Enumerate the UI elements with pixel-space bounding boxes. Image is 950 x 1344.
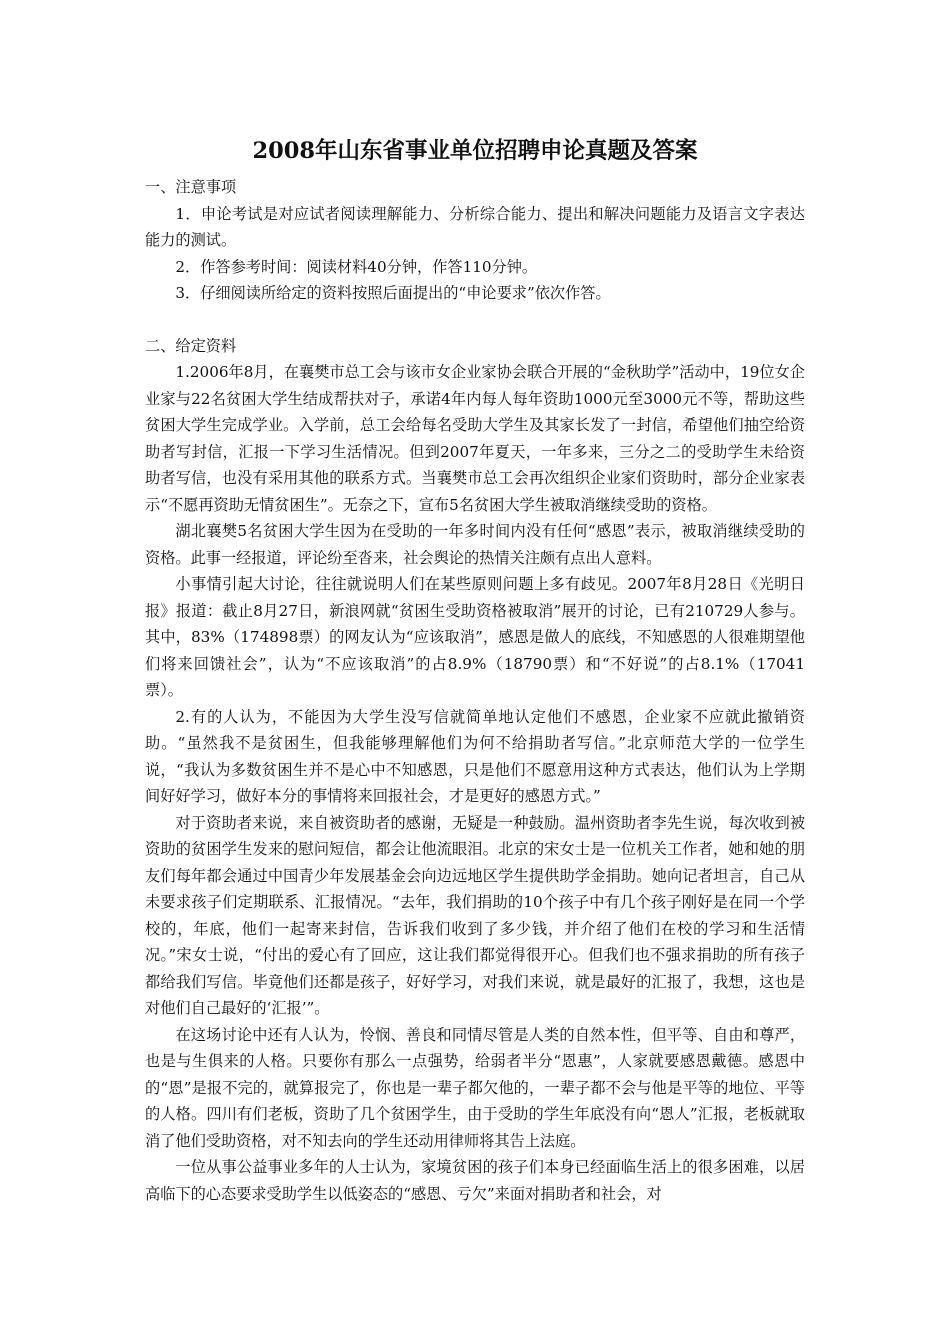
document-title: 2008年山东省事业单位招聘申论真题及答案 <box>252 138 698 164</box>
material-paragraph: 1.2006年8月，在襄樊市总工会与该市女企业家协会联合开展的“金秋助学”活动中，19位女企业家与22名贫困大学生结成帮扶对子，承诺4年内每人每年资助1000元至3000元不等，帮助这些贫困大学生完成学业。入学前，总工会给每名受助大学生及其家长发了一封信，希望他们抽空给资助者写封信，汇报一下学习生活情况。但到2007年夏天，一年多来，三分之二的受助学生未给资助者写信，也没有采用其他的联系方式。当襄樊市总工会再次组织企业家们资助时，部分企业家表示“不愿再资助无情贫困生”。无奈之下，宣布5名贫困大学生被取消继续受助的资格。 <box>145 363 805 514</box>
material-paragraph: 小事情引起大讨论，往往就说明人们在某些原则问题上多有歧见。2007年8月28日《光明日报》报道：截止8月27日，新浪网就“贫困生受助资格被取消”展开的讨论，已有210729人参与。其中，83%（174898票）的网友认为“应该取消”，感恩是做人的底线，不知感恩的人很难期望他们将来回馈社会”，认为“不应该取消”的占8.9%（18790票）和“不好说”的占8.1%（17041票）。 <box>145 575 805 699</box>
material-paragraph: 对于资助者来说，来自被资助者的感谢，无疑是一种鼓励。温州资助者李先生说，每次收到被资助的贫困学生发来的慰问短信，都会让他流眼泪。北京的宋女士是一位机关工作者，她和她的朋友们每年都会通过中国青少年发展基金会向边远地区学生提供助学金捐助。她向记者坦言，自己从未要求孩子们定期联系、汇报情况。“去年，我们捐助的10个孩子中有几个孩子刚好是在同一个学校的，年底，他们一起寄来封信，告诉我们收到了多少钱，并介绍了他们在校的学习和生活情况。”宋女士说，“付出的爱心有了回应，这让我们都觉得很开心。但我们也不强求捐助的所有孩子都给我们写信。毕竟他们还都是孩子，好好学习，对我们来说，就是最好的汇报了，我想，这也是对他们自己最好的‘汇报’”。 <box>145 813 805 1017</box>
material-paragraph: 湖北襄樊5名贫困大学生因为在受助的一年多时间内没有任何“感恩”表示，被取消继续受助的资格。此事一经报道，评论纷至沓来，社会舆论的热情关注颇有点出人意料。 <box>145 522 805 567</box>
section-heading: 一、注意事项 <box>145 178 237 196</box>
notice-item: 1．申论考试是对应试者阅读理解能力、分析综合能力、提出和解决问题能力及语言文字表达能力的测试。 <box>145 204 805 249</box>
section-heading: 二、给定资料 <box>145 336 237 355</box>
notice-item: 3．仔细阅读所给定的资料按照后面提出的“申论要求”依次作答。 <box>175 284 611 302</box>
material-paragraph: 一位从事公益事业多年的人士认为，家境贫困的孩子们本身已经面临生活上的很多困难，以居高临下的心态要求受助学生以低姿态的“感恩、亏欠”来面对捐助者和社会，对 <box>145 1158 805 1203</box>
notice-item: 2．作答参考时间：阅读材料40分钟，作答110分钟。 <box>175 257 538 276</box>
material-paragraph: 2.有的人认为，不能因为大学生没写信就简单地认定他们不感恩，企业家不应就此撤销资助。“虽然我不是贫困生，但我能够理解他们为何不给捐助者写信。”北京师范大学的一位学生说，“我认为多数贫困生并不是心中不知感恩，只是他们不愿意用这种方式表达，他们认为上学期间好好学习，做好本分的事情将来回报社会，才是更好的感恩方式。” <box>145 707 805 805</box>
document-body <box>145 174 805 1207</box>
material-paragraph: 在这场讨论中还有人认为，怜悯、善良和同情尽管是人类的自然本性，但平等、自由和尊严，也是与生俱来的人格。只要你有那么一点强势，给弱者半分“恩惠”，人家就要感恩戴德。感恩中的“恩”是报不完的，就算报完了，你也是一辈子都欠他的，一辈子都不会与他是平等的地位、平等的人格。四川有们老板，资助了几个贫困学生，由于受助的学生年底没有向“恩人”汇报，老板就取消了他们受助资格，对不知去向的学生还动用律师将其告上法庭。 <box>145 1025 805 1150</box>
